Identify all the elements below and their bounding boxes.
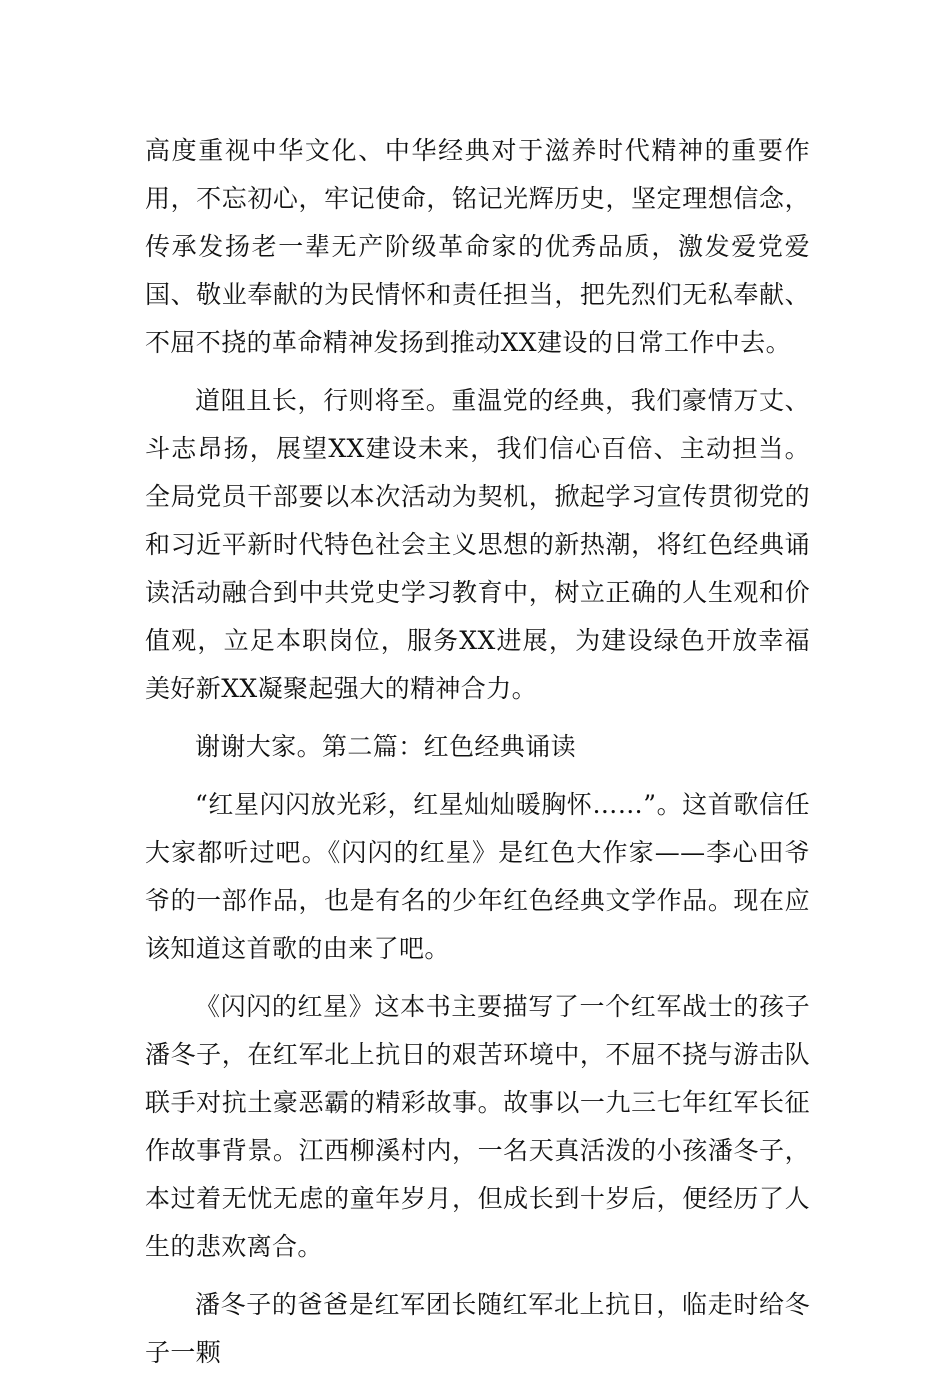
paragraph-5: 《闪闪的红星》这本书主要描写了一个红军战士的孩子潘冬子，在红军北上抗日的艰苦环境中，不屈不挠与游击队联手对抗土豪恶霸的精彩故事。故事以一九三七年红军长征作故事背景。江西柳溪村内，一名天真活泼的小孩潘冬子，本过着无忧无虑的童年岁月，但成长到十岁后，便经历了人生的悲欢离合。 (145, 992, 810, 1261)
paragraph-4: “红星闪闪放光彩，红星灿灿暖胸怀……”。这首歌信任大家都听过吧。《闪闪的红星》是红色大作家——李心田爷爷的一部作品，也是有名的少年红色经典文学作品。现在应该知道这首歌的由来了吧。 (145, 790, 810, 963)
paragraph-2: 道阻且长，行则将至。重温党的经典，我们豪情万丈、斗志昂扬，展望XX建设未来，我们信心百倍、主动担当。全局党员干部要以本次活动为契机，掀起学习宣传贯彻党的和习近平新时代特色社会主义思想的新热潮，将红色经典诵读活动融合到中共党史学习教育中，树立正确的人生观和价值观，立足本职岗位，服务XX进展，为建设绿色开放幸福美好新XX凝聚起强大的精神合力。 (145, 386, 810, 703)
paragraph-6: 潘冬子的爸爸是红军团长随红军北上抗日，临走时给冬子一颗 (145, 1290, 810, 1367)
document-body (145, 127, 810, 1387)
paragraph-3: 谢谢大家。第二篇：红色经典诵读 (195, 732, 577, 761)
paragraph-1: 高度重视中华文化、中华经典对于滋养时代精神的重要作用，不忘初心，牢记使命，铭记光辉历史，坚定理想信念，传承发扬老一辈无产阶级革命家的优秀品质，激发爱党爱国、敬业奉献的为民情怀和责任担当，把先烈们无私奉献、不屈不挠的革命精神发扬到推动XX建设的日常工作中去。 (145, 136, 810, 357)
